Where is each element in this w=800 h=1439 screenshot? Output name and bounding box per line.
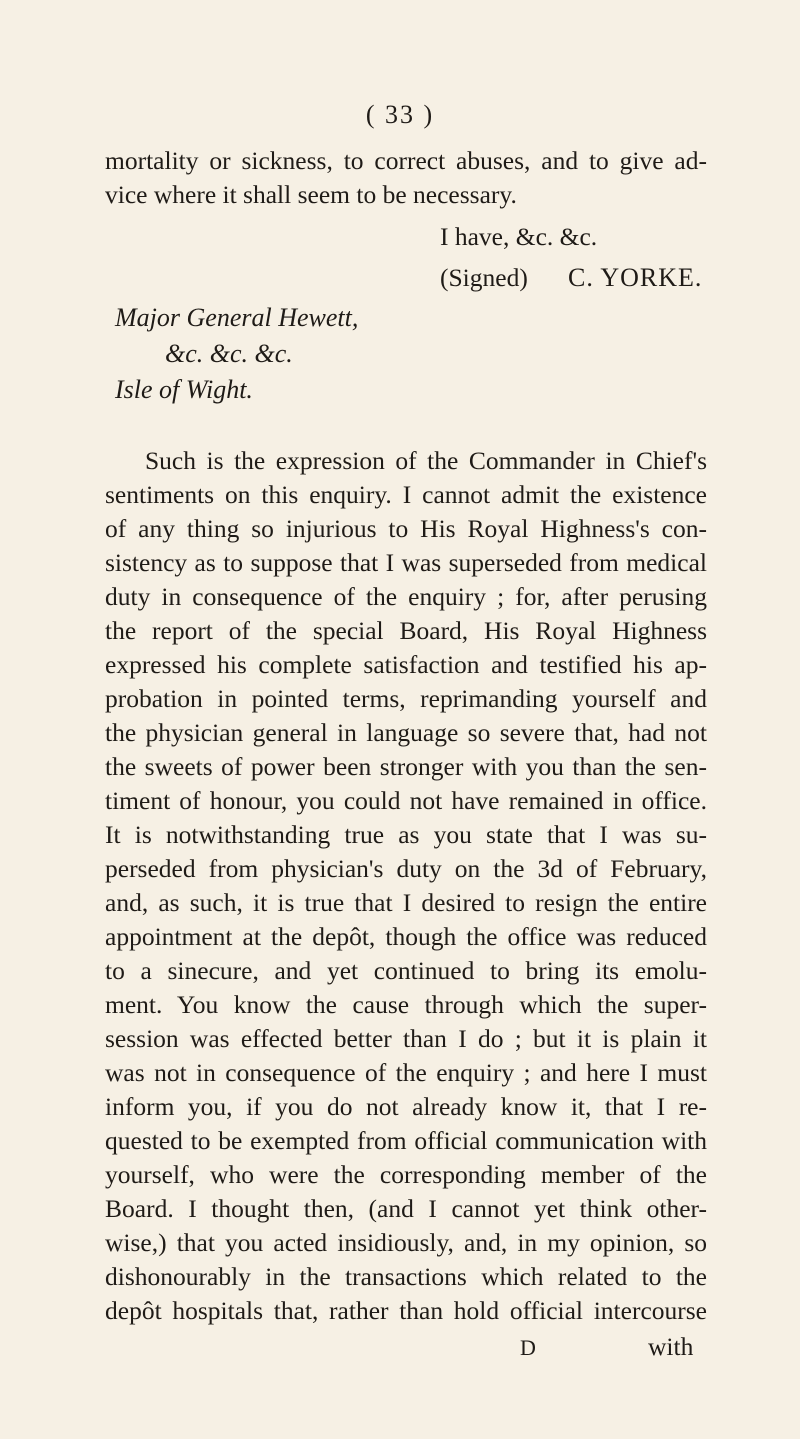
paragraph-line-12: It is notwithstanding true as you state that I was su-	[105, 820, 707, 849]
paragraph-line-6: the report of the special Board, His Royal Highness	[105, 616, 707, 645]
paragraph-line-13: perseded from physician's duty on the 3d of February,	[105, 854, 707, 883]
paragraph-line-2: sentiments on this enquiry. I cannot admit the existence	[105, 480, 707, 509]
paragraph-line-5: duty in consequence of the enquiry ; for, after perusing	[105, 582, 707, 611]
paragraph-line-24: wise,) that you acted insidiously, and, in my opinion, so	[105, 1228, 707, 1257]
signed-label: (Signed)	[440, 263, 528, 292]
paragraph-line-15: appointment at the depôt, though the office was reduced	[105, 922, 707, 951]
paragraph-line-7: expressed his complete satisfaction and testified his ap-	[105, 650, 707, 679]
paragraph-line-9: the physician general in language so severe that, had not	[105, 718, 707, 747]
paragraph-line-11: timent of honour, you could not have remained in office.	[105, 786, 707, 815]
opening-line-2: vice where it shall seem to be necessary.	[105, 180, 517, 209]
paragraph-line-14: and, as such, it is true that I desired to resign the entire	[105, 888, 707, 917]
paragraph-line-26: depôt hospitals that, rather than hold official intercourse	[105, 1296, 707, 1325]
paragraph-line-25: dishonourably in the transactions which related to the	[105, 1262, 707, 1291]
paragraph-line-1: Such is the expression of the Commander in Chief's	[145, 446, 707, 475]
paragraph-line-10: the sweets of power been stronger with you than the sen-	[105, 752, 707, 781]
paragraph-line-19: was not in consequence of the enquiry ; and here I must	[105, 1058, 707, 1087]
paragraph-line-20: inform you, if you do not already know it, that I re-	[105, 1092, 707, 1121]
addressee-etc: &c. &c. &c.	[165, 339, 293, 368]
addressee-place: Isle of Wight.	[115, 375, 253, 404]
paragraph-line-23: Board. I thought then, (and I cannot yet think other-	[105, 1194, 707, 1223]
letter-signer: C. YORKE.	[568, 263, 703, 292]
paragraph-line-16: to a sinecure, and yet continued to bring its emolu-	[105, 956, 707, 985]
catchword: with	[648, 1332, 694, 1361]
letter-closing: I have, &c. &c.	[440, 222, 598, 251]
addressee-name: Major General Hewett,	[115, 303, 359, 332]
paragraph-line-3: of any thing so injurious to His Royal Highness's con-	[105, 514, 707, 543]
paragraph-line-18: session was effected better than I do ; but it is plain it	[105, 1024, 707, 1053]
paragraph-line-17: ment. You know the cause through which the super-	[105, 990, 707, 1019]
opening-line-1: mortality or sickness, to correct abuses, and to give ad-	[105, 146, 707, 175]
paragraph-line-22: yourself, who were the corresponding member of the	[105, 1160, 707, 1189]
page-number: ( 33 )	[365, 100, 435, 129]
signature-mark: D	[520, 1335, 537, 1360]
paragraph-line-21: quested to be exempted from official communication with	[105, 1126, 707, 1155]
paragraph-line-8: probation in pointed terms, reprimanding yourself and	[105, 684, 707, 713]
paragraph-line-4: sistency as to suppose that I was superseded from medical	[105, 548, 707, 577]
